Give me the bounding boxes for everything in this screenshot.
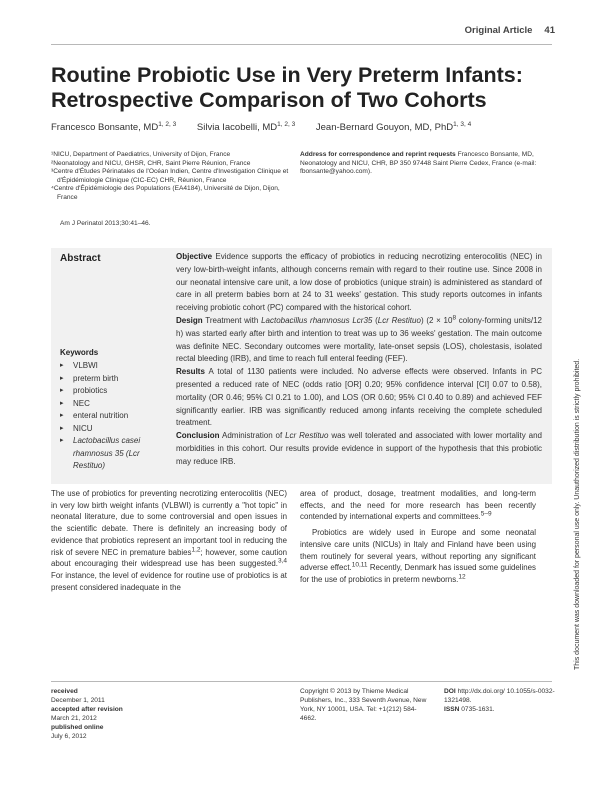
article-title: Routine Probiotic Use in Very Preterm Infants: Retrospective Comparison of Two Cohorts [51, 63, 523, 112]
keyword: ▸ enteral nutrition [60, 410, 170, 423]
keyword: ▸ probiotics [60, 385, 170, 398]
citation: Am J Perinatol 2013;30:41–46. [60, 220, 151, 227]
keyword: ▸ Lactobacillus casei rhamnosus 35 (Lcr Restituo) [60, 435, 170, 473]
body-column-right: area of product, dosage, treatment modalities, and long-term effects, and the need for more research has been recently contended by international experts and committees.$^{5-9}$ Probiotics are widely used in Europe and some neonatal intensive care units (NICUs) in Italy and Finland have been using them routinely for several years, without reporting any significant adverse effect.$^{10,11}$ Recently, Denmark has issued some guidelines for the use of probiotics in preterm newborns.$^{12}$ [300, 489, 536, 584]
affiliation: ¹NICU, Department of Paediatrics, University of Dijon, France [51, 151, 231, 158]
correspondence-label: Address for correspondence and reprint requests [300, 151, 456, 158]
doi-issn: DOI http://dx.doi.org/ 10.1055/s-0032-1321498. ISSN 0735-1631. [444, 688, 555, 713]
keywords-heading: Keywords [60, 348, 99, 357]
keywords-list [60, 360, 170, 473]
author-3: Jean-Bernard Gouyon, MD, PhD$^{1, 3, 4}$ [315, 120, 472, 133]
section-label: Original Article [464, 25, 533, 36]
correspondence-text: Francesco Bonsante, MD, Neonatology and NICU, CHR, BP 350 97448 Saint Pierre Cedex, France (e-mail: fbonsante@yahoo.com). [300, 151, 537, 176]
abstract-heading: Abstract [60, 253, 101, 264]
body-column-left: The use of probiotics for preventing necrotizing enterocolitis (NEC) in very low birth weight infants (VLBWI) is currently a "hot topic" in neonatal literature, due to some controversial and open issues in the scientific debate. There is definitely an increasing body of evidence that probiotics represent an important tool in reducing the risk of severe NEC in premature babies$^{1,2}$; however, some caution about encouraging their widespread use has been suggested.$^{3,4}$ For instance, the level of evidence for routine use of probiotics is at present considered inadequate in the [51, 489, 287, 592]
page-number: 41 [544, 25, 555, 36]
keyword: ▸ NEC [60, 398, 170, 411]
abstract-text: Objective Evidence supports the efficacy of probiotics in reducing necrotizing enterocolitis (NEC) in very low-birth-weight infants, although concerns remain with regard to their routine use. Since 2008 in our neonatal intensive care unit, a low dose of probiotics (unique strain) is administered as standard of care in all preterm babies born at 24 to 31 weeks' gestation. This study reports outcomes in infants receiving probiotic cohort (PC) compared with the historical cohort. Design Treatment with Lactobacillus rhamnosus Lcr35 (Lcr Restituo) ($2 \times 10^8$ colony-forming units/12 h) was started early after birth and intention to treat was up to 36 weeks' gestation. The main outcome was definite NEC. Secondary outcomes were mortality, late-onset sepsis (LOS), cholestasis, isolated rectal bleeding (IRB), and time to reach full enteral feeding (FEF). Results A total of 1130 patients were included. No adverse effects were observed. Infants in PC presented a reduced rate of NEC (odds ratio [OR] 0.20; 95% confidence interval [CI] 0.07 to 0.58), mortality (OR 0.46; 95% CI 0.21 to 1.00), and LOS (OR 0.60; 95% CI 0.40 to 0.89) and achieved FEF significantly earlier. IRB was significantly reduced among infants receiving the complete scheduled treatment. Conclusion Administration of Lcr Restituo was well tolerated and associated with lower mortality and morbidities in this cohort. Our results provide evidence in support of the hypothesis that this probiotic may reduce IRB. [176, 252, 543, 466]
author-2: Silvia Iacobelli, MD$^{1, 2, 3}$ [196, 120, 296, 133]
author-list [51, 122, 489, 133]
affiliation: ²Neonatology and NICU, GHSR, CHR, Saint Pierre Réunion, France [51, 159, 251, 167]
footer-rule [51, 681, 552, 682]
keyword: ▸ VLBWI [60, 360, 170, 373]
keyword: ▸ NICU [60, 423, 170, 436]
correspondence [300, 151, 545, 177]
author-1: Francesco Bonsante, MD$^{1, 2, 3}$ [51, 120, 177, 133]
affiliations [51, 151, 296, 203]
download-notice: This document was downloaded for personal use only. Unauthorized distribution is strictly prohibited. [574, 358, 581, 670]
affiliation: ³Centre d'Études Périnatales de l'Océan Indien, Centre d'Investigation Clinique et d'Épidémiologie Clinique (CIC-EC) CHR, Réunion, France [51, 168, 289, 184]
article-dates: received December 1, 2011 accepted after revision March 21, 2012 published online July 6, 2012 [51, 688, 123, 740]
keyword: ▸ preterm birth [60, 373, 170, 386]
affiliation: ⁴Centre d'Épidémiologie des Populations (EA4184), Université de Dijon, Dijon, France [51, 185, 280, 201]
header-rule [51, 44, 552, 45]
copyright-notice: Copyright © 2013 by Thieme Medical Publishers, Inc., 333 Seventh Avenue, New York, NY 10001, USA. Tel: +1(212) 584-4662. [300, 688, 427, 722]
running-header [453, 25, 555, 36]
